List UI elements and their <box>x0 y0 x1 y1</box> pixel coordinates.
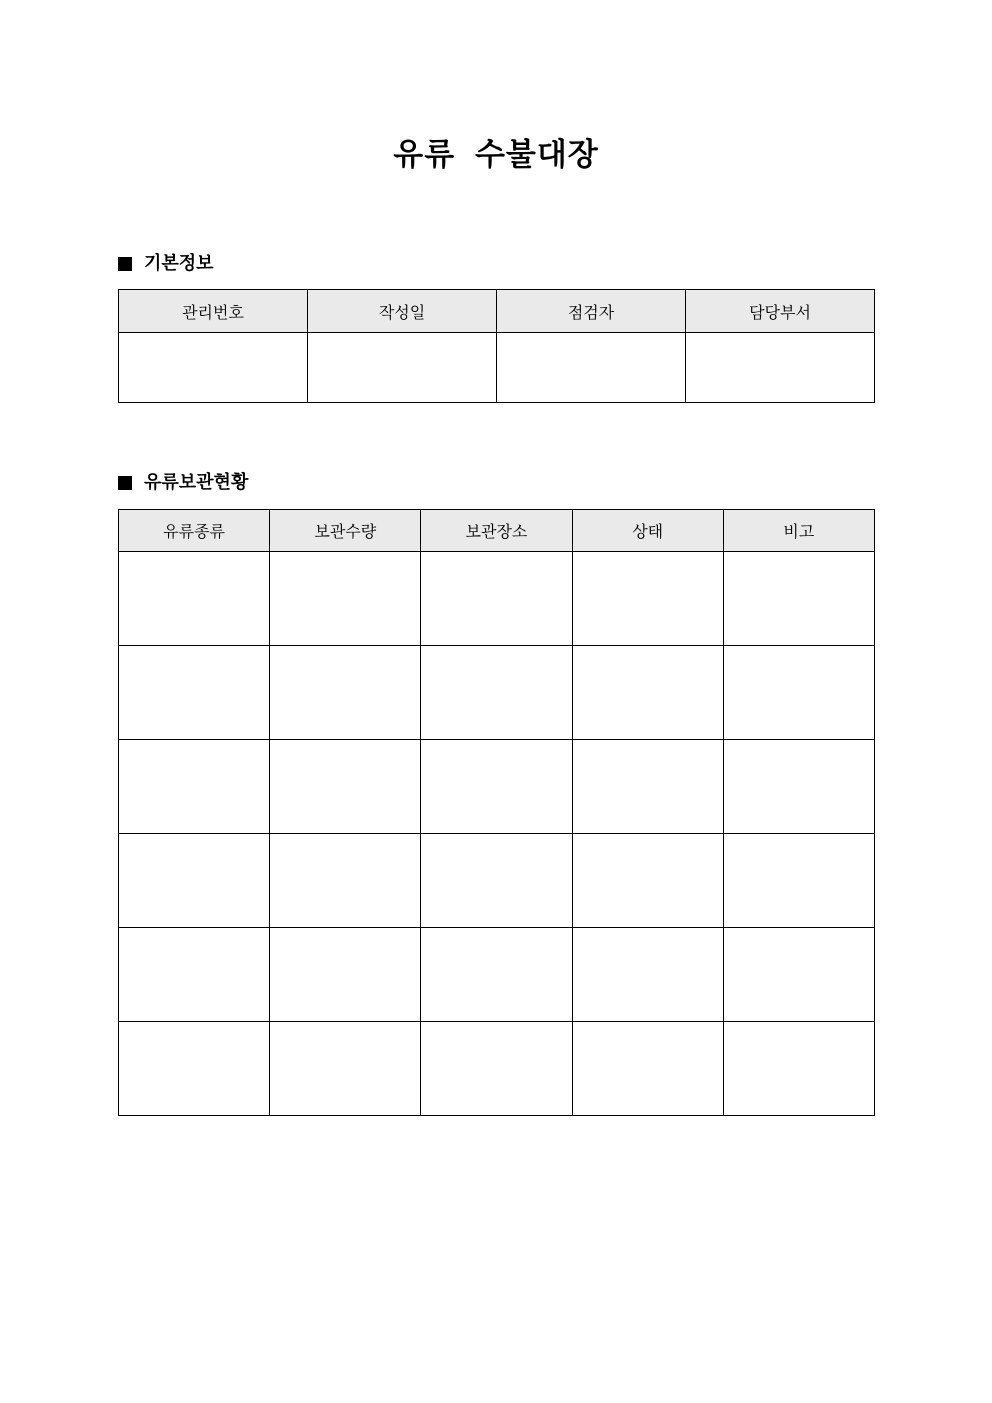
column-header: 점검자 <box>497 290 686 333</box>
table-row <box>119 646 875 740</box>
table-cell[interactable] <box>723 1022 874 1116</box>
table-cell[interactable] <box>119 333 308 403</box>
section-heading-basic-info <box>118 252 214 276</box>
table-cell[interactable] <box>119 646 270 740</box>
table-cell[interactable] <box>572 740 723 834</box>
column-header: 유류종류 <box>119 510 270 552</box>
table-cell[interactable] <box>421 1022 572 1116</box>
table-cell[interactable] <box>686 333 875 403</box>
table-cell[interactable] <box>723 834 874 928</box>
page-title: 유류 수불대장 <box>393 137 599 173</box>
table-row <box>119 333 875 403</box>
table-cell[interactable] <box>119 740 270 834</box>
table-row <box>119 552 875 646</box>
table-cell[interactable] <box>723 740 874 834</box>
table-cell[interactable] <box>421 646 572 740</box>
table-cell[interactable] <box>572 834 723 928</box>
table-cell[interactable] <box>270 552 421 646</box>
table-cell[interactable] <box>421 928 572 1022</box>
table-row <box>119 928 875 1022</box>
table-cell[interactable] <box>119 834 270 928</box>
storage-status-table <box>118 509 875 1116</box>
section-heading-label: 유류보관현황 <box>144 472 249 493</box>
table-row <box>119 740 875 834</box>
table-cell[interactable] <box>723 552 874 646</box>
table-cell[interactable] <box>723 928 874 1022</box>
table-row <box>119 1022 875 1116</box>
table-cell[interactable] <box>497 333 686 403</box>
table-header-row <box>119 510 875 552</box>
table-cell[interactable] <box>572 1022 723 1116</box>
table-cell[interactable] <box>270 928 421 1022</box>
table-cell[interactable] <box>270 646 421 740</box>
square-bullet-icon <box>118 476 132 490</box>
table-cell[interactable] <box>421 552 572 646</box>
table-cell[interactable] <box>119 552 270 646</box>
table-cell[interactable] <box>270 834 421 928</box>
column-header: 담당부서 <box>686 290 875 333</box>
table-cell[interactable] <box>572 646 723 740</box>
column-header: 상태 <box>572 510 723 552</box>
table-cell[interactable] <box>723 646 874 740</box>
column-header: 비고 <box>723 510 874 552</box>
table-cell[interactable] <box>572 928 723 1022</box>
table-cell[interactable] <box>308 333 497 403</box>
table-cell[interactable] <box>421 834 572 928</box>
table-cell[interactable] <box>421 740 572 834</box>
column-header: 보관장소 <box>421 510 572 552</box>
column-header: 관리번호 <box>119 290 308 333</box>
column-header: 작성일 <box>308 290 497 333</box>
column-header: 보관수량 <box>270 510 421 552</box>
square-bullet-icon <box>118 257 132 271</box>
section-heading-storage-status <box>118 471 248 495</box>
section-heading-label: 기본정보 <box>144 253 214 274</box>
table-row <box>119 834 875 928</box>
basic-info-table <box>118 289 875 403</box>
table-header-row <box>119 290 875 333</box>
table-cell[interactable] <box>572 552 723 646</box>
table-cell[interactable] <box>119 928 270 1022</box>
table-cell[interactable] <box>270 740 421 834</box>
table-cell[interactable] <box>119 1022 270 1116</box>
table-cell[interactable] <box>270 1022 421 1116</box>
